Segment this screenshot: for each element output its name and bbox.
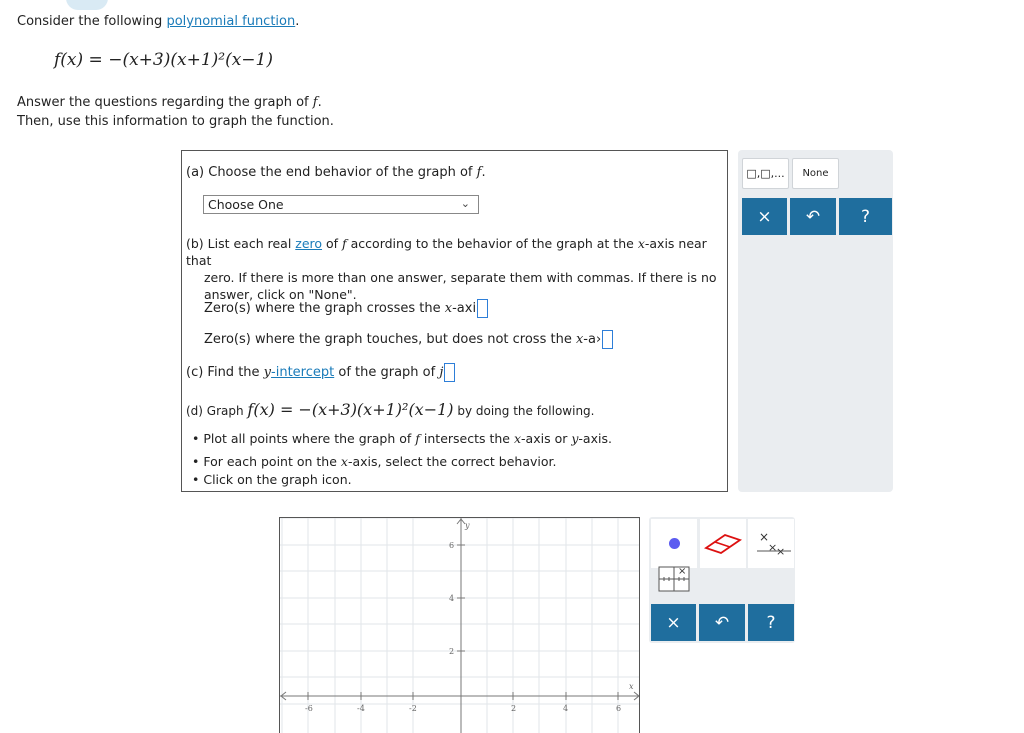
axis-behavior-icon: [751, 529, 791, 559]
svg-text:×: ×: [678, 566, 687, 577]
question-c: (c) Find the y-intercept of the graph of j: [186, 363, 455, 382]
polynomial-function-link[interactable]: polynomial function: [166, 14, 296, 29]
grid-lines: [280, 518, 640, 733]
svg-text:×: ×: [759, 529, 770, 544]
instruction-line-1: Answer the questions regarding the graph of f.: [17, 95, 322, 110]
instruction-line-2: Then, use this information to graph the function.: [17, 114, 334, 129]
question-d: (d) Graph f(x) = −(x+3)(x+1)²(x−1) by doing the following.: [186, 400, 595, 419]
coordinate-grid: [280, 518, 640, 733]
eraser-tool[interactable]: [700, 519, 746, 568]
bullet-3: • Click on the graph icon.: [192, 472, 352, 487]
graph-clear-button[interactable]: ×: [651, 604, 696, 641]
list-template-button[interactable]: □,□,...: [742, 158, 789, 189]
graph-icon: [655, 560, 693, 594]
touch-zeros-input[interactable]: [602, 330, 613, 349]
x-tick-label: 6: [616, 704, 622, 713]
question-a: (a) Choose the end behavior of the graph of f.: [186, 165, 486, 180]
y-tick-label: 6: [449, 541, 455, 550]
graph-help-button[interactable]: ?: [748, 604, 794, 641]
svg-text:×: ×: [768, 540, 778, 554]
cross-zeros-row: Zero(s) where the graph crosses the x-axi: [204, 299, 488, 318]
graph-canvas[interactable]: [279, 517, 640, 733]
x-tick-label: -6: [305, 704, 313, 713]
cross-zeros-input[interactable]: [477, 299, 488, 318]
point-dot-icon: [669, 538, 680, 549]
graph-function-tool[interactable]: [651, 557, 697, 597]
eraser-icon: [703, 532, 743, 556]
y-tick-label: 2: [449, 647, 455, 656]
zero-link[interactable]: zero: [295, 236, 323, 251]
end-behavior-dropdown[interactable]: Choose One ⌄: [203, 195, 479, 214]
y-intercept-link[interactable]: -intercept: [271, 365, 335, 380]
x-tick-label: 4: [563, 704, 569, 713]
x-tick-label: -4: [357, 704, 365, 713]
help-button[interactable]: ?: [839, 198, 892, 235]
none-button[interactable]: None: [792, 158, 839, 189]
touch-zeros-row: Zero(s) where the graph touches, but does not cross the x-a›: [204, 330, 613, 349]
question-box: [181, 150, 728, 492]
answer-tool-panel: [738, 150, 893, 492]
question-d-bullets: [192, 429, 612, 490]
graph-tool-panel: [649, 517, 795, 643]
intro-text: [17, 14, 299, 29]
y-tick-label: 4: [449, 594, 455, 603]
top-tab-pill: [66, 0, 108, 10]
instructions: [17, 93, 334, 131]
clear-button[interactable]: ×: [742, 198, 787, 235]
x-tick-label: -2: [409, 704, 417, 713]
y-axis-label: y: [465, 521, 470, 530]
behavior-tool[interactable]: [748, 519, 794, 568]
axes: [280, 518, 640, 733]
bullet-1: • Plot all points where the graph of f intersects the x-axis or y-axis.: [192, 431, 612, 446]
y-intercept-input[interactable]: [444, 363, 455, 382]
main-formula: f(x) = −(x+3)(x+1)²(x−1): [54, 50, 273, 70]
chevron-down-icon: ⌄: [460, 197, 470, 210]
intro-suffix: .: [295, 14, 300, 29]
intro-prefix: Consider the following: [17, 14, 167, 29]
question-b: (b) List each real zero of f according to the behavior of the graph at the x-axis near that zero. If there is more than one answer, separate them with commas. If there is no answer, click on "None".: [186, 236, 717, 302]
graph-undo-button[interactable]: ↶: [699, 604, 745, 641]
x-tick-label: 2: [511, 704, 517, 713]
undo-button[interactable]: ↶: [790, 198, 836, 235]
bullet-2: • For each point on the x-axis, select the correct behavior.: [192, 454, 557, 469]
svg-text:×: ×: [776, 544, 786, 558]
x-axis-label: x: [629, 682, 634, 691]
